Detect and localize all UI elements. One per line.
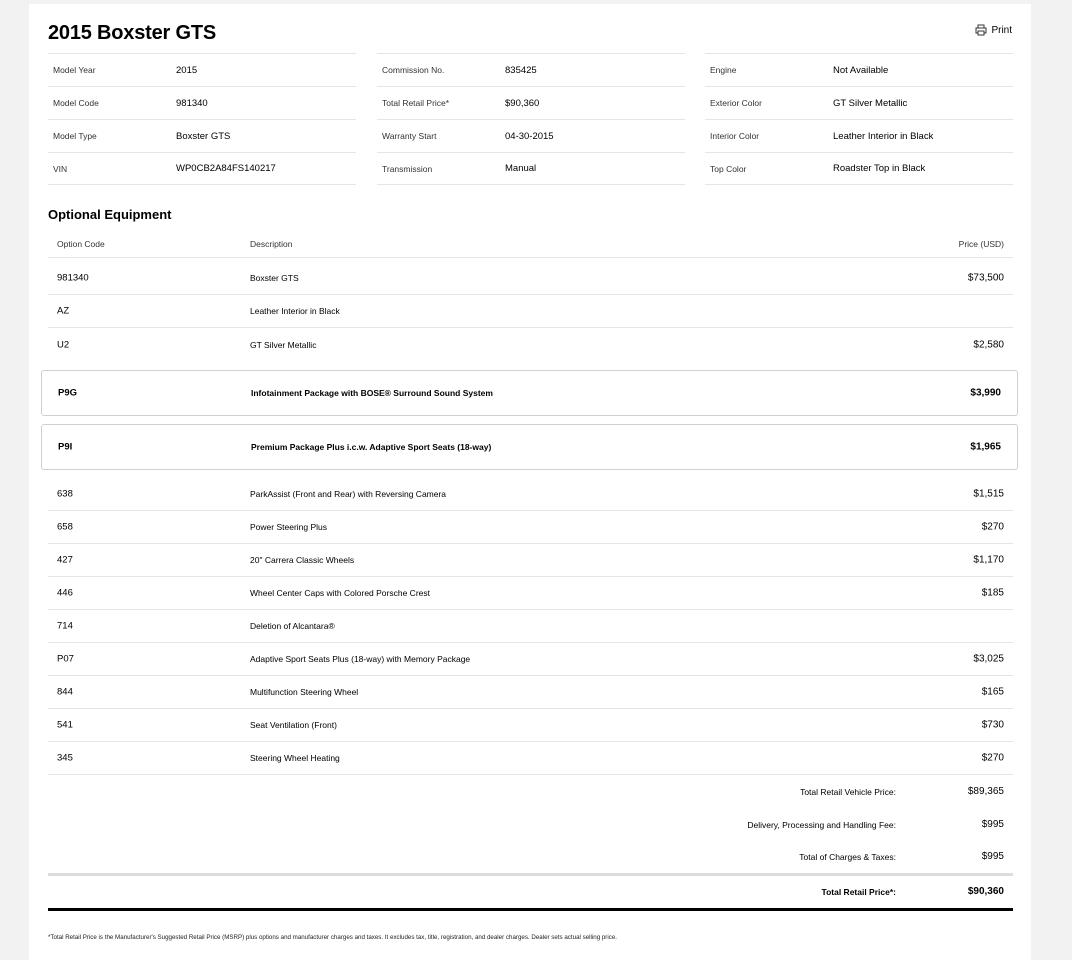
table-row [48, 511, 1013, 544]
spec-value: WP0CB2A84FS140217 [176, 163, 276, 174]
spec-row [377, 119, 685, 152]
charges-taxes-row [48, 845, 1013, 869]
window-sticker-sheet [29, 4, 1031, 960]
spec-row [48, 152, 356, 185]
option-code: P9G [58, 387, 78, 399]
option-code: P9I [58, 441, 73, 453]
option-description: Boxster GTS [250, 273, 299, 283]
spec-value: $90,360 [505, 97, 540, 109]
option-price: $3,025 [973, 653, 1004, 665]
highlighted-table-row [41, 424, 1018, 470]
spec-row [705, 152, 1013, 185]
option-description: Seat Ventilation (Front) [250, 720, 337, 730]
option-code-header: Option Code [57, 239, 105, 249]
spec-value: Not Available [833, 64, 889, 76]
option-description: Premium Package Plus i.c.w. Adaptive Sport Seats (18-way) [251, 442, 492, 452]
footnote: *Total Retail Price is the Manufacturer's Suggested Retail Price (MSRP) plus options and manufacturer charges and taxes. It excludes tax, title, registration, and dealer charges. Dealer sets actual selling price. [48, 934, 617, 941]
option-price: $1,515 [973, 488, 1004, 500]
totals-divider [48, 873, 1013, 876]
table-row [48, 676, 1013, 709]
spec-label: Top Color [710, 163, 747, 174]
option-code: 638 [57, 488, 73, 500]
option-price: $1,965 [970, 441, 1001, 453]
spec-label: Warranty Start [382, 131, 437, 141]
table-row [48, 328, 1013, 361]
option-code: AZ [57, 305, 70, 317]
print-label: Print [991, 24, 1012, 36]
total-retail-price-row [48, 880, 1013, 904]
total-retail-price-label: Total Retail Price*: [821, 887, 896, 897]
option-price: $3,990 [970, 387, 1001, 399]
option-description: Adaptive Sport Seats Plus (18-way) with Memory Package [250, 654, 471, 664]
table-row [48, 709, 1013, 742]
option-description: 20" Carrera Classic Wheels [250, 555, 355, 565]
spec-row [48, 53, 356, 86]
spec-label: Exterior Color [710, 98, 762, 108]
option-description: Infotainment Package with BOSE® Surround Sound System [251, 388, 493, 398]
vehicle-specs [48, 53, 1013, 186]
option-description: Steering Wheel Heating [250, 753, 340, 763]
option-code: 427 [57, 554, 73, 566]
table-row [48, 643, 1013, 676]
spec-row [705, 86, 1013, 119]
option-description: Leather Interior in Black [250, 306, 340, 316]
total-retail-price-value: $90,360 [967, 886, 1004, 897]
option-code: 714 [57, 620, 73, 632]
spec-label: Model Year [53, 65, 96, 75]
specs-column-2 [377, 53, 685, 185]
option-code: 844 [57, 686, 73, 698]
spec-label: Transmission [382, 163, 433, 174]
specs-column-3 [705, 53, 1013, 185]
table-row [48, 295, 1013, 328]
specs-column-1 [48, 53, 356, 185]
spec-value: Leather Interior in Black [833, 130, 934, 142]
charges-taxes-label: Total of Charges & Taxes: [799, 852, 896, 862]
spec-row [48, 86, 356, 119]
table-row [48, 610, 1013, 643]
spec-label: Commission No. [382, 65, 445, 75]
total-vehicle-price-value: $89,365 [967, 786, 1004, 797]
spec-value: Boxster GTS [176, 130, 231, 142]
option-price: $185 [981, 587, 1004, 599]
delivery-fee-value: $995 [981, 819, 1004, 830]
option-code: P07 [57, 653, 74, 665]
total-vehicle-price-row [48, 780, 1013, 804]
delivery-fee-row [48, 813, 1013, 837]
option-code: 345 [57, 752, 73, 764]
option-code: 446 [57, 587, 73, 599]
delivery-fee-label: Delivery, Processing and Handling Fee: [747, 820, 896, 830]
option-description: ParkAssist (Front and Rear) with Reversing Camera [250, 489, 447, 499]
table-row [48, 544, 1013, 577]
spec-row [377, 152, 685, 185]
spec-value: 835425 [505, 64, 537, 76]
table-row [48, 262, 1013, 295]
table-row [48, 478, 1013, 511]
spec-value: GT Silver Metallic [833, 97, 908, 109]
option-description: Power Steering Plus [250, 522, 328, 532]
spec-value: Roadster Top in Black [833, 163, 926, 174]
spec-label: Model Type [53, 131, 97, 141]
optional-equipment-title: Optional Equipment [48, 207, 172, 222]
spec-value: 2015 [176, 64, 198, 76]
spec-label: Engine [710, 65, 737, 75]
spec-row [377, 53, 685, 86]
highlighted-table-row [41, 370, 1018, 416]
option-price: $730 [981, 719, 1004, 731]
options-table-header [48, 230, 1013, 258]
option-description: Wheel Center Caps with Colored Porsche Crest [250, 588, 430, 598]
option-code: 541 [57, 719, 73, 731]
option-description: Deletion of Alcantara® [250, 621, 335, 631]
spec-label: Total Retail Price* [382, 98, 450, 108]
option-price: $270 [981, 521, 1004, 533]
option-code: 981340 [57, 272, 89, 284]
spec-label: VIN [53, 163, 68, 174]
total-vehicle-price-label: Total Retail Vehicle Price: [800, 787, 896, 797]
option-price: $73,500 [967, 272, 1004, 284]
spec-value: 981340 [176, 97, 208, 109]
spec-row [48, 119, 356, 152]
spec-value: 04-30-2015 [505, 130, 554, 142]
option-code: U2 [57, 339, 70, 350]
page-title: 2015 Boxster GTS [48, 22, 216, 44]
spec-label: Model Code [53, 98, 99, 108]
price-header: Price (USD) [958, 239, 1004, 249]
option-description: GT Silver Metallic [250, 339, 317, 350]
print-button[interactable] [975, 24, 1012, 36]
description-header: Description [250, 239, 293, 249]
option-price: $1,170 [973, 554, 1004, 566]
option-price: $270 [981, 752, 1004, 764]
table-row [48, 577, 1013, 610]
final-divider [48, 908, 1013, 911]
option-code: 658 [57, 521, 73, 533]
spec-row [377, 86, 685, 119]
printer-icon [975, 24, 987, 36]
spec-row [705, 119, 1013, 152]
option-description: Multifunction Steering Wheel [250, 687, 359, 697]
charges-taxes-value: $995 [981, 851, 1004, 862]
spec-label: Interior Color [710, 131, 760, 141]
table-row [48, 742, 1013, 775]
option-price: $2,580 [973, 339, 1004, 350]
spec-row [705, 53, 1013, 86]
spec-value: Manual [505, 163, 537, 174]
option-price: $165 [981, 686, 1004, 698]
